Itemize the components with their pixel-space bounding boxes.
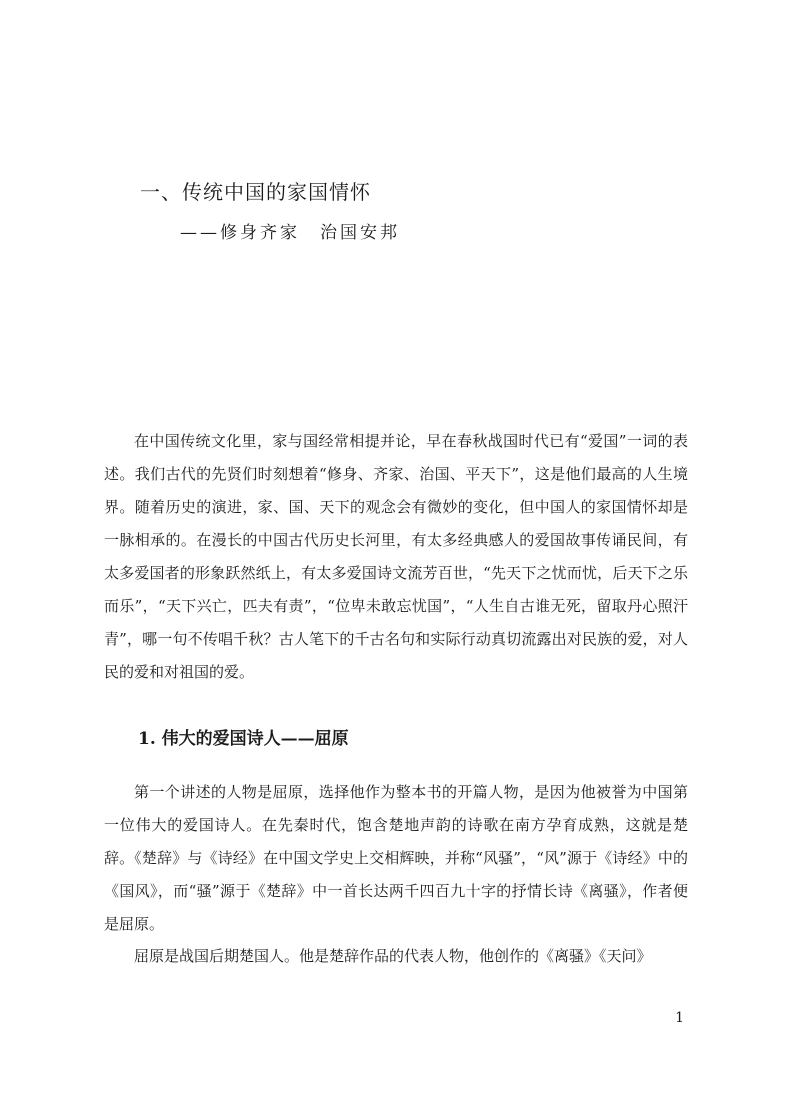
intro-paragraph: 在中国传统文化里，家与国经常相提并论，早在春秋战国时代已有“爱国”一词的表述。我们古代的先贤们时刻想着“修身、齐家、治国、平天下”，这是他们最高的人生境界。随着历史的演进，家、国、天下的观念会有微妙的变化，但中国人的家国情怀却是一脉相承的。在漫长的中国古代历史长河里，有太多经典感人的爱国故事传诵民间，有太多爱国者的形象跃然纸上，有太多爱国诗文流芳百世，“先天下之忧而忧，后天下之乐而乐”，“天下兴亡，匹夫有责”，“位卑未敢忘忧国”，“人生自古谁无死，留取丹心照汗青”，哪一句不传唱千秋？古人笔下的千古名句和实际行动真切流露出对民族的爱，对人民的爱和对祖国的爱。 [104, 432, 688, 681]
chapter-title: 一、传统中国的家国情怀 [140, 180, 371, 204]
section-paragraph-2: 屈原是战国后期楚国人。他是楚辞作品的代表人物，他创作的《离骚》《天问》 [134, 947, 652, 965]
page-number: 1 [675, 1010, 684, 1026]
section-heading: 1. 伟大的爱国诗人——屈原 [138, 729, 349, 749]
section-paragraph-1: 第一个讲述的人物是屈原，选择他作为整本书的开篇人物，是因为他被誉为中国第一位伟大的爱国诗人。在先秦时代，饱含楚地声韵的诗歌在南方孕育成熟，这就是楚辞。《楚辞》与《诗经》在中国文学史上交相辉映，并称“风骚”，“风”源于《诗经》中的《国风》，而“骚”源于《楚辞》中一首长达两千四百九十字的抒情长诗《离骚》，作者便是屈原。 [104, 783, 688, 933]
chapter-subtitle: ——修身齐家 治国安邦 [180, 223, 400, 243]
